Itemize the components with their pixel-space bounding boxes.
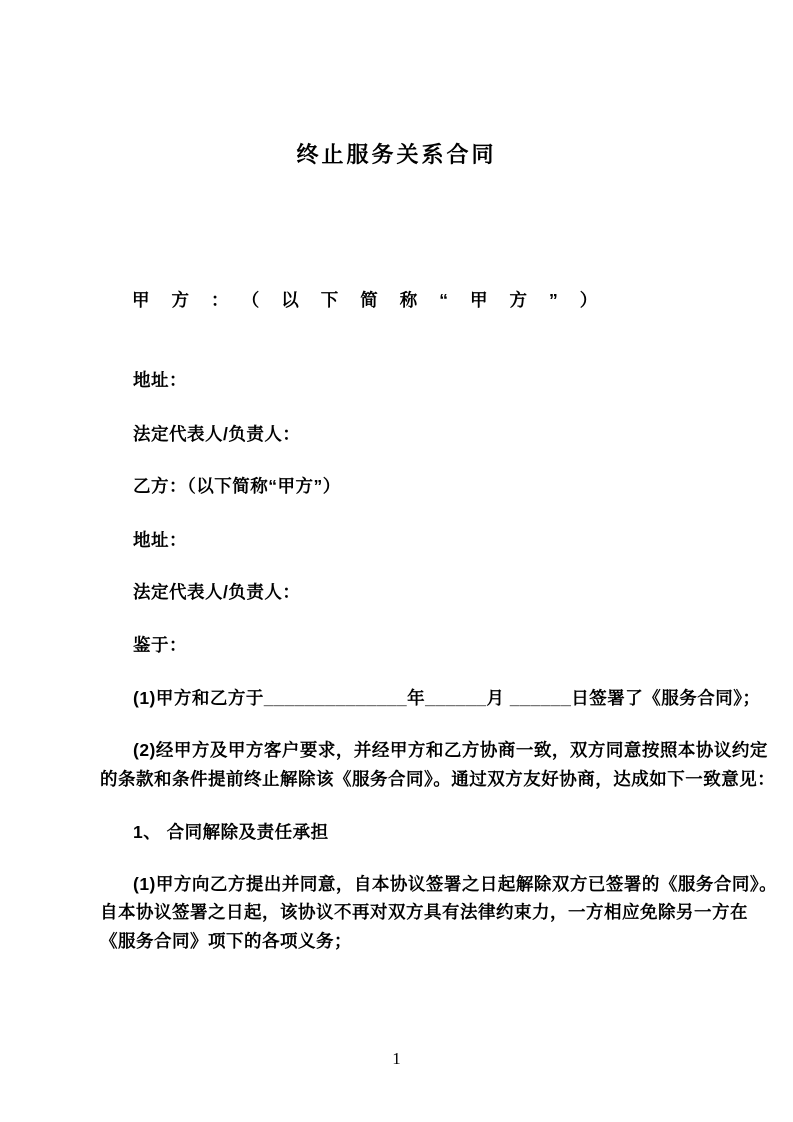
party-a-legal-representative-label: 法定代表人/负责人：	[133, 424, 301, 444]
clause-1-line-3: 《服务合同》项下的各项义务；	[100, 931, 352, 951]
clause-1-line-2: 自本协议签署之日起，该协议不再对双方具有法律约束力，一方相应免除另一方在	[100, 902, 748, 922]
recital-1-signing-date-line: (1)甲方和乙方于______________年______月 ______日签署了《服务合同》；	[133, 688, 761, 708]
party-b-legal-representative-label: 法定代表人/负责人：	[133, 582, 301, 602]
party-a-heading-line: 甲方：（以下简称“甲方”）	[132, 290, 620, 310]
section-1-heading: 1、 合同解除及责任承担	[133, 822, 329, 842]
whereas-label: 鉴于：	[133, 635, 187, 655]
party-b-heading-line: 乙方：（以下简称“甲方”）	[133, 476, 341, 496]
clause-1-line-1: (1)甲方向乙方提出并同意，自本协议签署之日起解除双方已签署的《服务合同》。	[133, 874, 778, 894]
document-title: 终止服务关系合同	[296, 142, 497, 167]
recital-2-line-1: (2)经甲方及甲方客户要求，并经甲方和乙方协商一致，双方同意按照本协议约定	[133, 740, 768, 760]
page-number: 1	[392, 1049, 401, 1068]
party-b-address-label: 地址：	[133, 530, 187, 550]
party-a-address-label: 地址：	[133, 370, 187, 390]
recital-2-line-2: 的条款和条件提前终止解除该《服务合同》。通过双方友好协商，达成如下一致意见：	[100, 769, 776, 789]
